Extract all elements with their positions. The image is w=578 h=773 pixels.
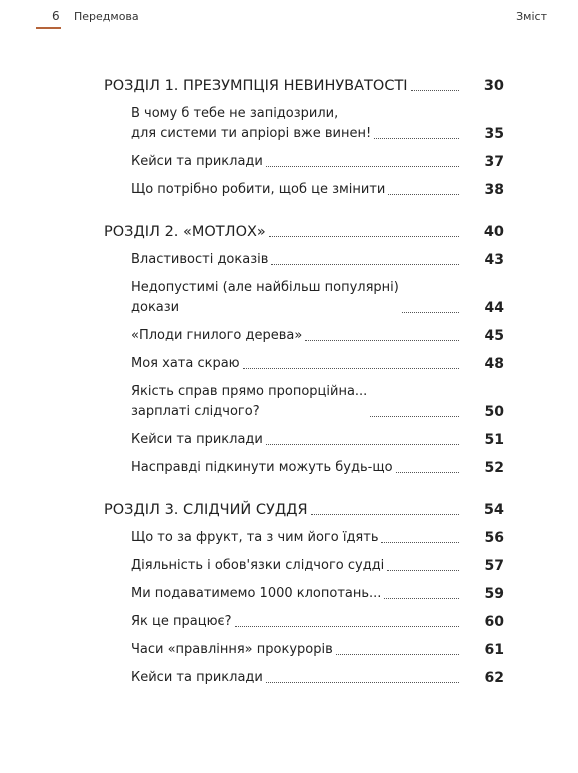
toc-item[interactable] <box>104 278 504 318</box>
toc-item[interactable] <box>104 584 504 604</box>
toc-item-page-number: 45 <box>484 328 504 344</box>
toc-item-page-number: 62 <box>484 670 504 686</box>
toc-item-title-line: докази <box>131 300 180 315</box>
chapter-title: РОЗДІЛ 2. «МОТЛОХ» <box>104 224 266 240</box>
toc-item-title <box>131 180 385 200</box>
toc-chapter <box>104 222 504 478</box>
toc-item-title <box>131 458 393 478</box>
dot-leader <box>305 340 459 341</box>
toc-item-title <box>131 354 240 374</box>
toc-item-page-number: 61 <box>484 642 504 658</box>
toc-item-page-number: 59 <box>484 586 504 602</box>
toc-item-title <box>131 556 384 576</box>
toc-item[interactable] <box>104 668 504 688</box>
toc-item[interactable] <box>104 104 504 144</box>
toc-item-title <box>131 528 378 548</box>
toc-item-title-line: Недопустимі (але найбільш популярні) <box>131 280 399 295</box>
chapter-page-number: 30 <box>483 78 504 94</box>
toc-chapter-entry[interactable] <box>104 76 504 96</box>
running-section-name: Передмова <box>74 10 139 23</box>
dot-leader <box>374 138 459 139</box>
toc-item-title-line: для системи ти апріорі вже винен! <box>131 126 372 141</box>
dot-leader <box>411 90 459 91</box>
toc-item-title-line: В чому б тебе не запідозрили, <box>131 106 339 121</box>
page-number: 6 <box>52 9 60 23</box>
dot-leader <box>266 444 459 445</box>
toc-chapter-entry[interactable] <box>104 222 504 242</box>
dot-leader <box>243 368 459 369</box>
toc-item-page-number: 35 <box>484 126 504 142</box>
toc-item-title-line: Кейси та приклади <box>131 670 263 685</box>
toc-item-title <box>131 668 263 688</box>
chapter-title: РОЗДІЛ 3. СЛІДЧИЙ СУДДЯ <box>104 502 308 518</box>
toc-item[interactable] <box>104 382 504 422</box>
toc-item-page-number: 60 <box>484 614 504 630</box>
toc-item-title <box>131 382 367 422</box>
toc-item-page-number: 56 <box>484 530 504 546</box>
toc-item-title-line: Як це працює? <box>131 614 232 629</box>
toc-item[interactable] <box>104 612 504 632</box>
dot-leader <box>266 682 459 683</box>
dot-leader <box>235 626 459 627</box>
toc-item-page-number: 52 <box>484 460 504 476</box>
toc-item-title <box>131 278 399 318</box>
toc-item[interactable] <box>104 180 504 200</box>
chapter-page-number: 54 <box>483 502 504 518</box>
toc-item-title <box>131 640 333 660</box>
chapter-title: РОЗДІЛ 1. ПРЕЗУМПЦІЯ НЕВИНУВАТОСТІ <box>104 78 408 94</box>
dot-leader <box>370 416 459 417</box>
toc-item-title <box>131 612 232 632</box>
running-corner-label: Зміст <box>516 10 547 23</box>
toc-item-title-line: Ми подаватимемо 1000 клопотань... <box>131 586 382 601</box>
toc-item-title <box>131 326 302 346</box>
toc-item-page-number: 43 <box>484 252 504 268</box>
toc-item-title-line: Якість справ прямо пропорційна... <box>131 384 368 399</box>
toc-item[interactable] <box>104 430 504 450</box>
toc-item-title <box>131 430 263 450</box>
toc-item-title <box>131 250 268 270</box>
dot-leader <box>336 654 459 655</box>
toc-item-title-line: зарплаті слідчого? <box>131 404 260 419</box>
toc-item[interactable] <box>104 556 504 576</box>
page-number-underline <box>36 27 61 29</box>
toc-item[interactable] <box>104 354 504 374</box>
toc-item[interactable] <box>104 528 504 548</box>
toc-item[interactable] <box>104 326 504 346</box>
toc-item-page-number: 48 <box>484 356 504 372</box>
toc-item-title-line: Діяльність і обов'язки слідчого судді <box>131 558 385 573</box>
toc-item-title-line: Властивості доказів <box>131 252 269 267</box>
toc-item-title-line: Насправді підкинути можуть будь-що <box>131 460 393 475</box>
toc-item-title-line: Що то за фрукт, та з чим його їдять <box>131 530 379 545</box>
dot-leader <box>387 570 459 571</box>
toc-item-title <box>131 584 381 604</box>
toc-item-title-line: Кейси та приклади <box>131 432 263 447</box>
toc-item-page-number: 37 <box>484 154 504 170</box>
toc-item[interactable] <box>104 458 504 478</box>
toc-item-page-number: 50 <box>484 404 504 420</box>
dot-leader <box>384 598 459 599</box>
toc-item-title-line: Моя хата скраю <box>131 356 240 371</box>
dot-leader <box>388 194 459 195</box>
toc-item-title-line: «Плоди гнилого дерева» <box>131 328 303 343</box>
toc-chapter-entry[interactable] <box>104 500 504 520</box>
dot-leader <box>311 514 459 515</box>
toc-item-page-number: 38 <box>484 182 504 198</box>
toc-item-page-number: 51 <box>484 432 504 448</box>
toc-item[interactable] <box>104 152 504 172</box>
toc-item-page-number: 44 <box>484 300 504 316</box>
toc-item-title-line: Що потрібно робити, щоб це змінити <box>131 182 386 197</box>
toc-item-page-number: 57 <box>484 558 504 574</box>
toc-item[interactable] <box>104 250 504 270</box>
chapter-page-number: 40 <box>483 224 504 240</box>
dot-leader <box>266 166 459 167</box>
dot-leader <box>396 472 459 473</box>
toc-item-title-line: Часи «правління» прокурорів <box>131 642 333 657</box>
toc-item[interactable] <box>104 640 504 660</box>
table-of-contents <box>104 76 504 710</box>
dot-leader <box>269 236 459 237</box>
dot-leader <box>271 264 459 265</box>
toc-item-title <box>131 152 263 172</box>
toc-chapter <box>104 500 504 688</box>
toc-chapter <box>104 76 504 200</box>
dot-leader <box>402 312 459 313</box>
toc-item-title <box>131 104 371 144</box>
page-header <box>0 0 578 40</box>
dot-leader <box>381 542 459 543</box>
toc-item-title-line: Кейси та приклади <box>131 154 263 169</box>
